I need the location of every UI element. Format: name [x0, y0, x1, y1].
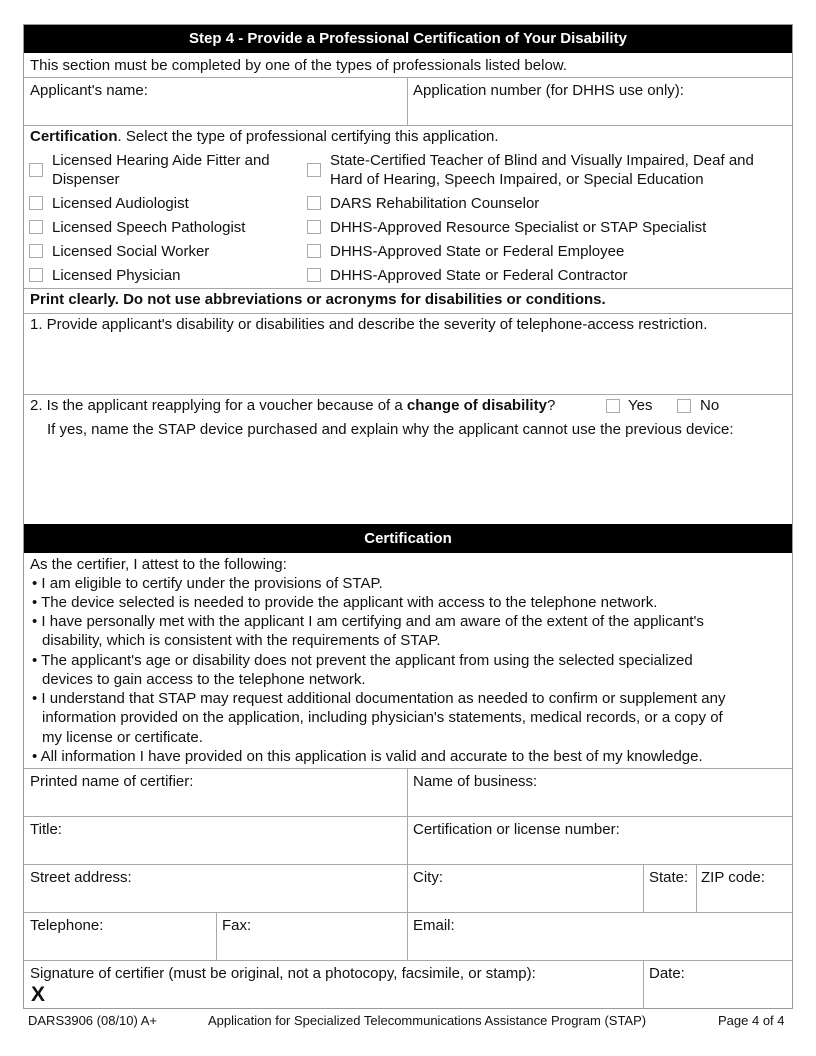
checkbox-physician[interactable]	[29, 268, 43, 282]
application-number-field[interactable]	[408, 78, 792, 125]
option-state-certified-teacher	[330, 151, 754, 189]
checkbox-audiologist[interactable]	[29, 196, 43, 210]
zip-code-field[interactable]	[697, 865, 792, 912]
license-number-label: Certification or license number:	[413, 821, 620, 838]
checkbox-state-federal-employee[interactable]	[307, 244, 321, 258]
fax-label: Fax:	[222, 917, 252, 934]
street-address-label: Street address:	[30, 869, 132, 886]
state-label: State:	[649, 869, 689, 886]
attest-intro: As the certifier, I attest to the following:	[30, 556, 287, 573]
attest-bullet-line: • I have personally met with the applicant I am certifying and am aware of the extent of the applicant's	[32, 613, 704, 630]
option-resource-specialist: DHHS-Approved Resource Specialist or STAP Specialist	[330, 219, 707, 236]
option-state-federal-contractor: DHHS-Approved State or Federal Contractor	[330, 267, 628, 284]
fax-field[interactable]	[217, 913, 407, 960]
option-speech-pathologist: Licensed Speech Pathologist	[52, 219, 246, 236]
checkbox-social-worker[interactable]	[29, 244, 43, 258]
checkbox-hearing-aide-fitter[interactable]	[29, 163, 43, 177]
license-number-field[interactable]	[408, 817, 792, 864]
checkbox-no[interactable]	[677, 399, 691, 413]
divider	[24, 288, 792, 289]
telephone-label: Telephone:	[30, 917, 104, 934]
checkbox-state-federal-contractor[interactable]	[307, 268, 321, 282]
option-label: State-Certified Teacher of Blind and Visually Impaired, Deaf and	[330, 152, 754, 169]
certification-lead-bold: Certification	[30, 128, 118, 145]
question2-text: ?	[546, 397, 556, 414]
checkbox-dars-counselor[interactable]	[307, 196, 321, 210]
certification-header: Certification	[24, 524, 792, 553]
option-dars-counselor: DARS Rehabilitation Counselor	[330, 195, 540, 212]
option-label: Hard of Hearing, Speech Impaired, or Special Education	[330, 171, 704, 188]
date-label: Date:	[649, 965, 685, 982]
attest-bullet-line: disability, which is consistent with the requirements of STAP.	[42, 632, 441, 650]
title-label: Title:	[30, 821, 62, 838]
step-header: Step 4 - Provide a Professional Certification of Your Disability	[24, 25, 792, 53]
question2-bold-text: change of disability	[406, 397, 547, 414]
print-clearly-instruction: Print clearly. Do not use abbreviations or acronyms for disabilities or conditions.	[30, 291, 606, 308]
divider	[24, 125, 792, 126]
attest-bullet	[32, 689, 725, 747]
form-id: DARS3906 (08/10) A+	[28, 1013, 157, 1028]
certification-type-heading	[30, 127, 499, 146]
option-hearing-aide-fitter	[52, 151, 270, 189]
checkbox-resource-specialist[interactable]	[307, 220, 321, 234]
applicant-name-label: Applicant's name:	[30, 82, 148, 99]
attest-bullet-line: devices to gain access to the telephone network.	[42, 671, 366, 689]
page-number: Page 4 of 4	[718, 1013, 785, 1028]
signature-x-mark: X	[31, 983, 46, 1006]
question1-label: 1. Provide applicant's disability or disabilities and describe the severity of telephone-access restriction.	[30, 316, 708, 333]
question2-text: 2. Is the applicant reapplying for a voucher because of a	[30, 397, 407, 414]
divider	[24, 394, 792, 395]
attest-bullet-line: • I understand that STAP may request additional documentation as needed to confirm or supplement any	[32, 690, 726, 707]
option-social-worker: Licensed Social Worker	[52, 243, 210, 260]
option-label: Licensed Hearing Aide Fitter and	[52, 152, 270, 169]
title-field[interactable]	[24, 817, 407, 864]
attest-bullet: • I am eligible to certify under the provisions of STAP.	[32, 575, 383, 592]
city-label: City:	[413, 869, 443, 886]
applicant-name-field[interactable]	[24, 78, 407, 125]
signature-field[interactable]	[24, 961, 643, 1008]
attest-bullet: • The device selected is needed to provide the applicant with access to the telephone network.	[32, 594, 658, 611]
footer-title: Application for Specialized Telecommunications Assistance Program (STAP)	[208, 1013, 647, 1028]
city-field[interactable]	[408, 865, 643, 912]
telephone-field[interactable]	[24, 913, 216, 960]
printed-name-field[interactable]	[24, 769, 407, 816]
business-name-label: Name of business:	[413, 773, 538, 790]
date-field[interactable]	[644, 961, 792, 1008]
option-physician: Licensed Physician	[52, 267, 181, 284]
question2-followup-label: If yes, name the STAP device purchased and explain why the applicant cannot use the previous device:	[47, 421, 734, 438]
attest-bullet-line: • The applicant's age or disability does not prevent the applicant from using the selected specialized	[32, 652, 693, 669]
attest-bullet-line: information provided on the application, including physician's statements, medical records, or a copy of	[42, 709, 723, 727]
attest-bullet	[32, 612, 704, 651]
street-address-field[interactable]	[24, 865, 407, 912]
question2-label	[30, 396, 555, 415]
printed-name-label: Printed name of certifier:	[30, 773, 194, 790]
question1-answer-field[interactable]	[24, 314, 792, 394]
attest-bullet	[32, 651, 693, 690]
option-label: Dispenser	[52, 171, 120, 188]
yes-label: Yes	[628, 397, 653, 414]
email-label: Email:	[413, 917, 455, 934]
application-number-label: Application number (for DHHS use only):	[413, 82, 684, 99]
option-state-federal-employee: DHHS-Approved State or Federal Employee	[330, 243, 625, 260]
certification-lead-text: . Select the type of professional certifying this application.	[117, 128, 499, 145]
intro-text: This section must be completed by one of the types of professionals listed below.	[30, 57, 567, 74]
zip-code-label: ZIP code:	[701, 869, 765, 886]
certification-form	[23, 24, 793, 1009]
attest-bullet-line: my license or certificate.	[42, 728, 203, 746]
checkbox-state-certified-teacher[interactable]	[307, 163, 321, 177]
checkbox-yes[interactable]	[606, 399, 620, 413]
no-label: No	[700, 397, 720, 414]
state-field[interactable]	[644, 865, 696, 912]
signature-label: Signature of certifier (must be original, not a photocopy, facsimile, or stamp):	[30, 965, 536, 982]
checkbox-speech-pathologist[interactable]	[29, 220, 43, 234]
email-field[interactable]	[408, 913, 792, 960]
question2-answer-field[interactable]	[24, 419, 792, 523]
business-name-field[interactable]	[408, 769, 792, 816]
option-audiologist: Licensed Audiologist	[52, 195, 189, 212]
attest-bullet: • All information I have provided on this application is valid and accurate to the best of my knowledge.	[32, 748, 703, 765]
